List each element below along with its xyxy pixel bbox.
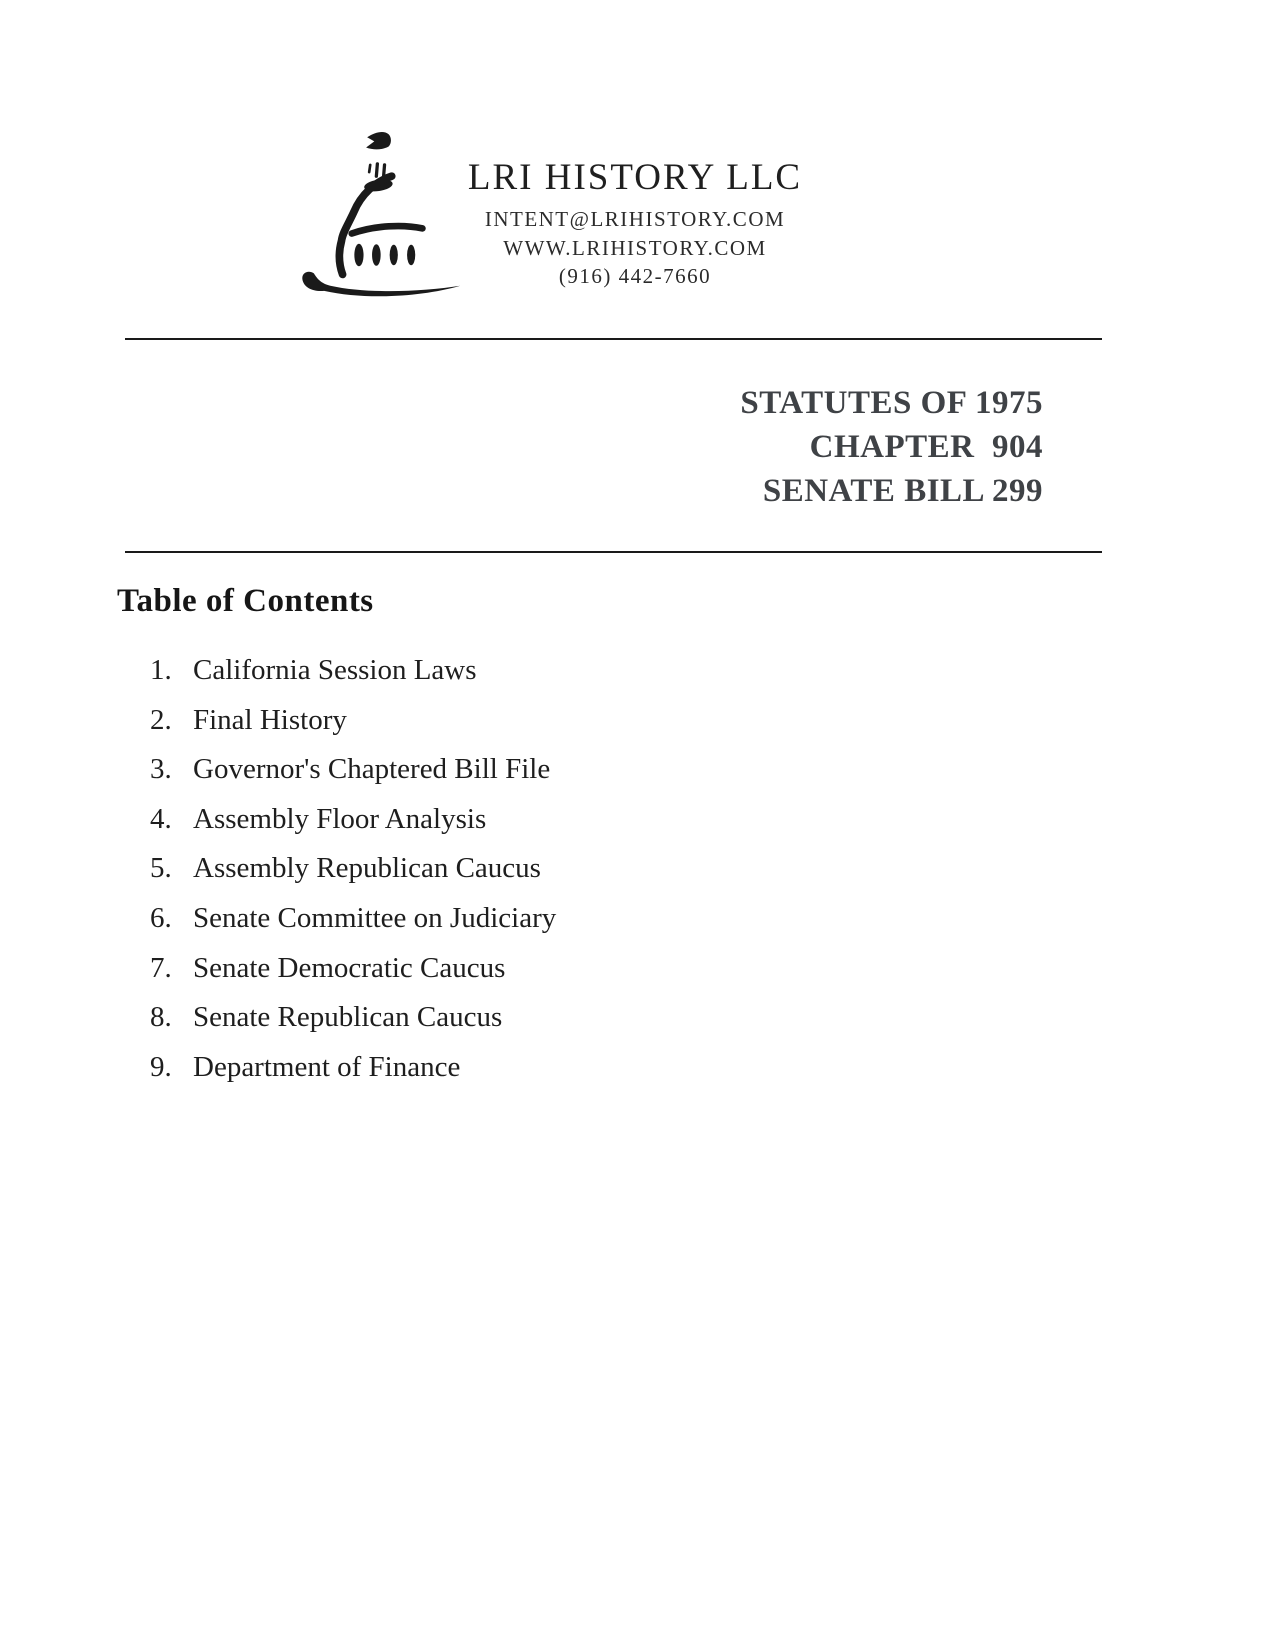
website-text: WWW.LRIHISTORY.COM — [503, 235, 767, 260]
toc-item-number: 3. — [150, 753, 172, 786]
statute-title-block — [740, 381, 1043, 513]
toc-item-label: Assembly Floor Analysis — [193, 802, 487, 835]
toc-item — [150, 753, 556, 803]
toc-item — [150, 1051, 556, 1101]
toc-list — [150, 654, 556, 1100]
top-divider — [125, 338, 1102, 340]
toc-item-number: 1. — [150, 654, 172, 686]
toc-item — [150, 1001, 556, 1051]
toc-item-label: Assembly Republican Caucus — [193, 852, 541, 885]
toc-item-label: Senate Republican Caucus — [193, 1001, 503, 1034]
email-text: INTENT@LRIHISTORY.COM — [484, 207, 786, 231]
toc-heading: Table of Contents — [117, 583, 374, 619]
toc-item — [150, 952, 556, 1002]
toc-item — [150, 902, 556, 952]
toc-item-number: 9. — [150, 1050, 172, 1083]
contact-info — [440, 205, 830, 291]
toc-item-label: Final History — [193, 703, 347, 736]
toc-item — [150, 704, 556, 754]
chapter-line: CHAPTER 904 — [809, 429, 1043, 465]
toc-item — [150, 654, 556, 704]
toc-item-label: California Session Laws — [193, 654, 477, 686]
toc-item-label: Senate Democratic Caucus — [193, 951, 506, 984]
toc-item — [150, 803, 556, 853]
toc-item-label: Senate Committee on Judiciary — [193, 901, 557, 934]
toc-item-number: 7. — [150, 951, 172, 984]
toc-item-number: 8. — [150, 1001, 172, 1034]
toc-item-number: 5. — [150, 852, 172, 885]
toc-item — [150, 852, 556, 902]
toc-item-label: Governor's Chaptered Bill File — [193, 753, 551, 786]
letterhead — [440, 158, 830, 291]
company-name: LRI HISTORY LLC — [467, 157, 803, 198]
statutes-year-line: STATUTES OF 1975 — [740, 385, 1043, 421]
toc-item-number: 2. — [150, 703, 172, 736]
toc-item-number: 6. — [150, 901, 172, 934]
bottom-divider — [125, 551, 1102, 553]
toc-item-label: Department of Finance — [193, 1050, 461, 1083]
phone-text: (916) 442-7660 — [558, 264, 712, 288]
senate-bill-line: SENATE BILL 299 — [762, 473, 1043, 509]
toc-item-number: 4. — [150, 802, 172, 835]
